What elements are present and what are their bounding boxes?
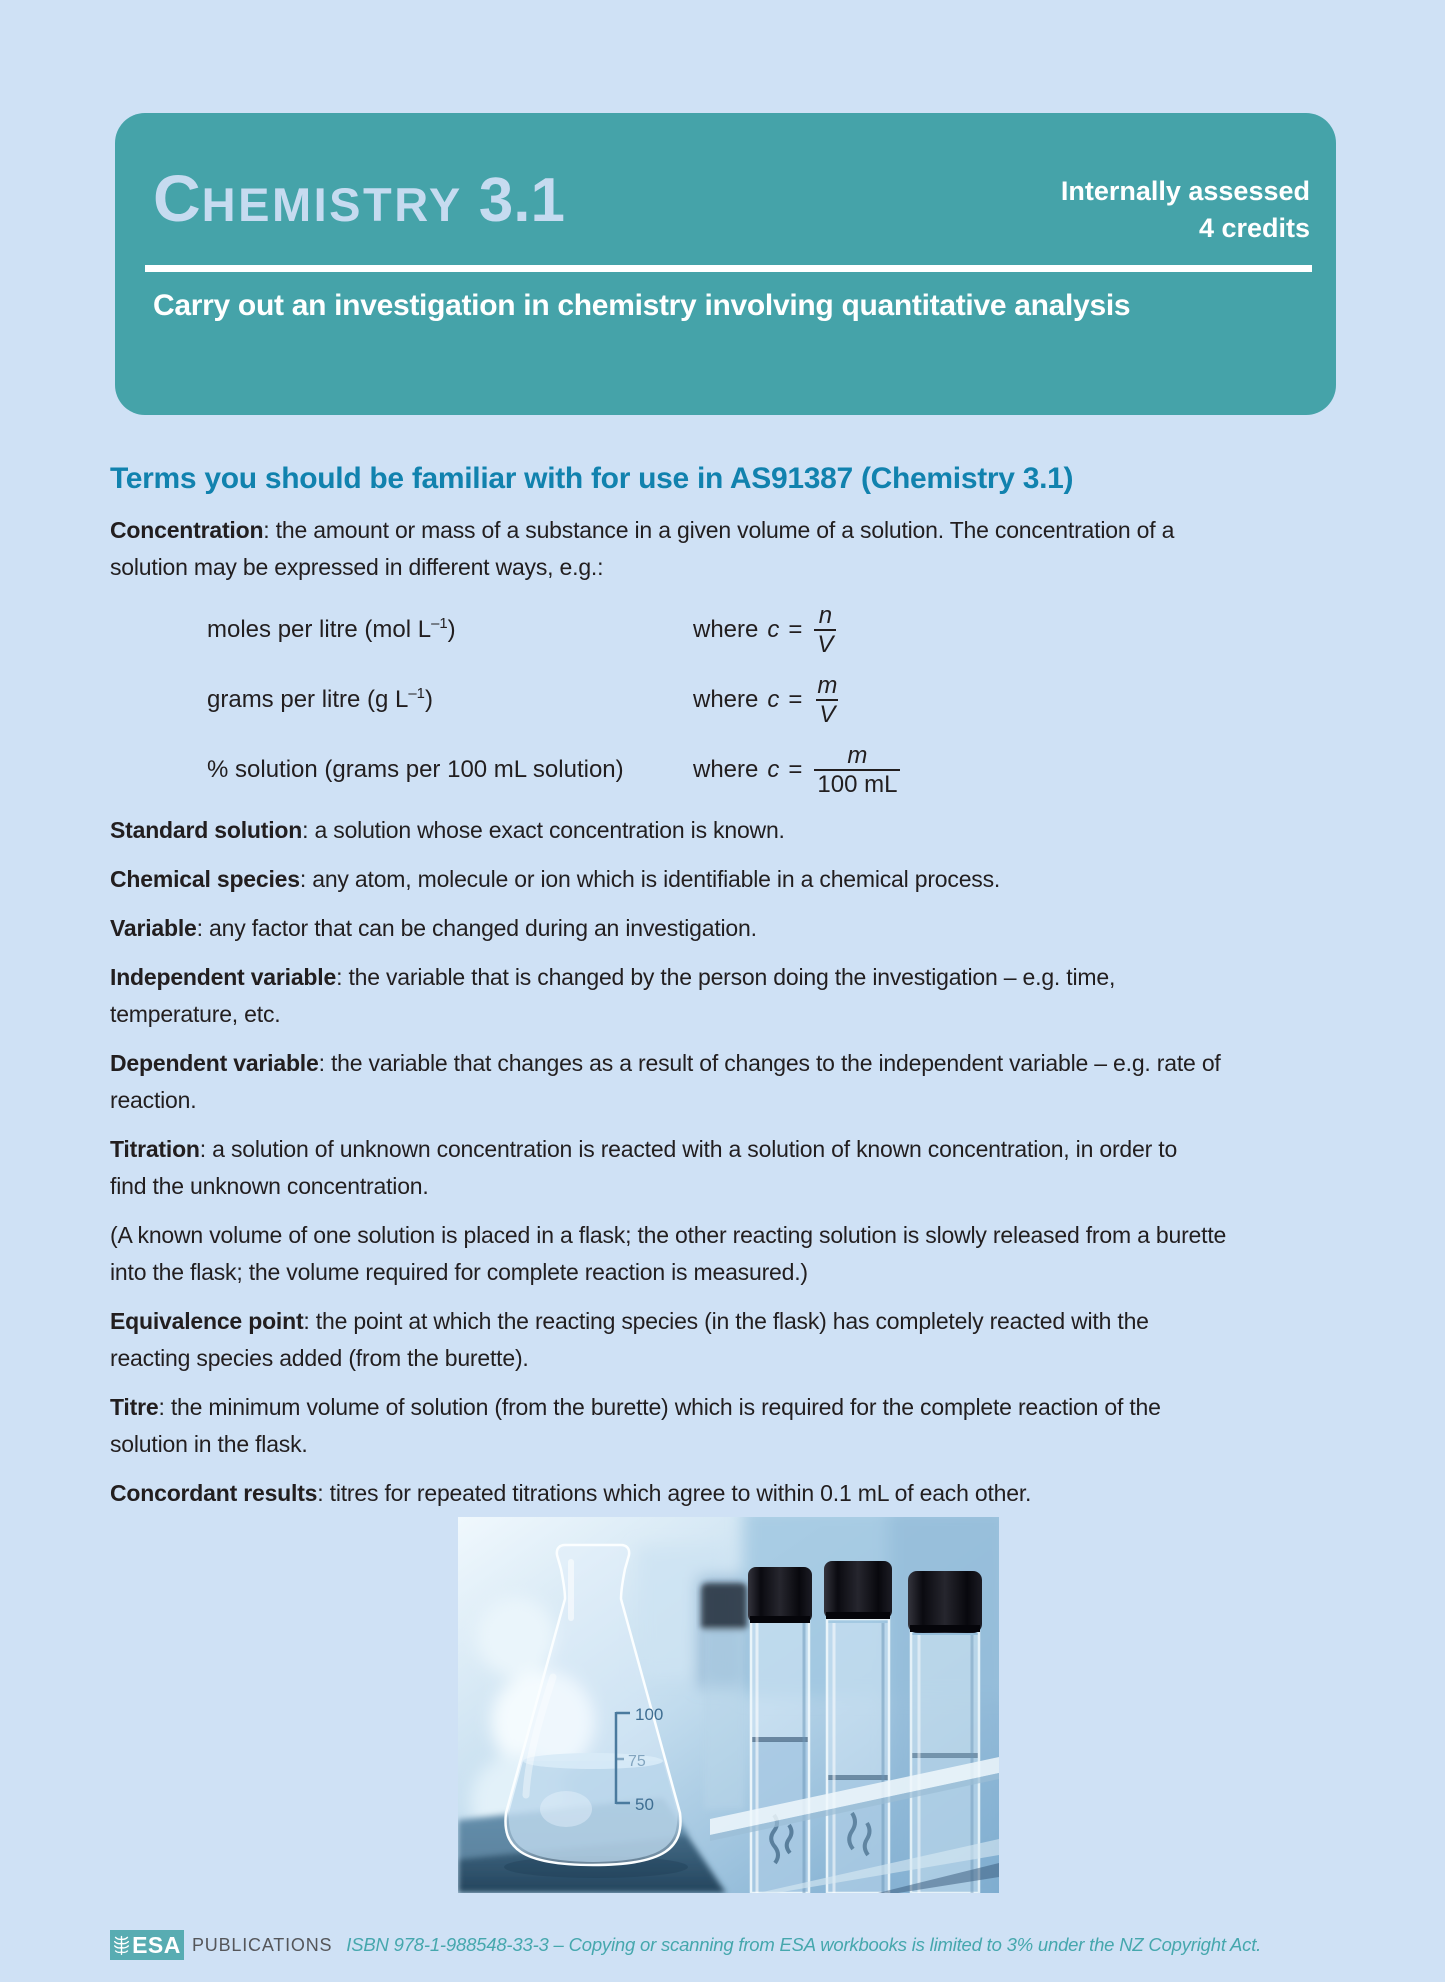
- graduation-label-50: 50: [635, 1795, 654, 1814]
- fraction-denominator: 100 mL: [814, 769, 900, 798]
- publisher-name: PUBLICATIONS: [192, 1934, 333, 1955]
- definition-line-1: Chemical species: any atom, molecule or ion which is identifiable in a chemical process.: [110, 866, 1001, 892]
- esa-logo-text: ESA: [132, 1931, 181, 1958]
- fraction-numerator: n: [818, 602, 833, 629]
- formula-expression: where c = $\frac{m}{V}$: [693, 672, 840, 728]
- definition-term: Titre: [110, 1394, 159, 1420]
- equals-sign: =: [788, 756, 803, 783]
- title-standard-number: 3.1: [478, 166, 565, 235]
- fraction-denominator: V: [814, 629, 836, 658]
- formula-row-moles-per-litre: [207, 598, 1360, 662]
- fraction: [814, 672, 840, 728]
- fraction-denominator: V: [816, 699, 838, 728]
- definition-line-1: Standard solution: a solution whose exact concentration is known.: [110, 817, 785, 843]
- isbn-copyright-note: ISBN 978-1-988548-33-3 – Copying or scanning from ESA workbooks is limited to 3% under the NZ Copyright Act.: [346, 1934, 1262, 1955]
- formula-row-percent-solution: [207, 738, 1360, 802]
- definition-line-1: Titration: a solution of unknown concentration is reacted with a solution of known concentration, in order to: [110, 1136, 1178, 1162]
- definition-line-1: Concentration: the amount or mass of a substance in a given volume of a solution. The concentration of a: [110, 517, 1175, 543]
- equals-sign: =: [788, 686, 803, 713]
- main-content: [110, 460, 1360, 1524]
- superscript: –1: [408, 686, 425, 702]
- definition-line-2: reaction.: [110, 1087, 197, 1113]
- definition-line-1: Variable: any factor that can be changed during an investigation.: [110, 915, 757, 941]
- page-title: [153, 161, 565, 235]
- definition-line-2: find the unknown concentration.: [110, 1173, 429, 1199]
- definition-concordant-results: [110, 1475, 1360, 1512]
- superscript: –1: [431, 616, 448, 632]
- definition-variable: [110, 910, 1360, 947]
- fraction-numerator: m: [847, 742, 868, 769]
- definition-line-1: Dependent variable: the variable that changes as a result of changes to the independent variable – e.g. rate of: [110, 1050, 1221, 1076]
- definition-equivalence-point: [110, 1303, 1360, 1377]
- formula-row-grams-per-litre: [207, 668, 1360, 732]
- sample-vial: [908, 1571, 982, 1893]
- definition-line-1: Equivalence point: the point at which the reacting species (in the flask) has completely reacted with the: [110, 1308, 1149, 1334]
- sample-vial: [824, 1561, 892, 1893]
- vial-cap: [908, 1571, 982, 1633]
- note-titration-procedure: [110, 1217, 1360, 1291]
- assessment-type: Internally assessed: [1060, 176, 1310, 206]
- lab-glassware-photo: [458, 1517, 999, 1893]
- definition-independent-variable: [110, 959, 1360, 1033]
- background-vial: [701, 1583, 747, 1809]
- definition-term: Concordant results: [110, 1480, 318, 1506]
- graduation-label-75: 75: [628, 1753, 646, 1770]
- page-footer: [110, 1930, 1261, 1960]
- vial-cap: [824, 1561, 892, 1619]
- formula-expression: where c = $\frac{m}{100 mL}$: [693, 742, 900, 798]
- definition-term: Titration: [110, 1136, 200, 1162]
- definition-term: Standard solution: [110, 817, 303, 843]
- definition-term: Independent variable: [110, 964, 337, 990]
- header-divider: [145, 265, 1312, 272]
- formula-label: moles per litre (mol $L^{-1}$): [207, 616, 456, 643]
- formula-label: % solution (grams per 100 mL solution): [207, 756, 624, 783]
- fraction: [814, 602, 836, 658]
- credit-count: 4 credits: [1198, 213, 1310, 243]
- fern-icon: [113, 1933, 130, 1957]
- definition-term: Equivalence point: [110, 1308, 304, 1334]
- definition-titre: [110, 1389, 1360, 1463]
- definition-term: Concentration: [110, 517, 264, 543]
- concentration-formulas: [207, 598, 1360, 802]
- header-card: [115, 113, 1336, 415]
- definition-line-1: Titre: the minimum volume of solution (from the burette) which is required for the complete reaction of the: [110, 1394, 1161, 1420]
- title-rest: HEMISTRY: [201, 178, 463, 231]
- symbol-c: c: [767, 756, 780, 783]
- graduation-label-100: 100: [635, 1705, 664, 1724]
- esa-logo: [110, 1930, 184, 1960]
- definition-titration: [110, 1131, 1360, 1205]
- fraction: [814, 742, 900, 798]
- definition-line-2: into the flask; the volume required for complete reaction is measured.): [110, 1259, 808, 1285]
- definition-standard-solution: [110, 812, 1360, 849]
- achievement-standard-title: Carry out an investigation in chemistry involving quantitative analysis: [153, 289, 1131, 322]
- definition-line-2: temperature, etc.: [110, 1001, 281, 1027]
- definition-concentration: [110, 512, 1360, 586]
- formula-label: grams per litre (g $L^{-1}$): [207, 686, 433, 713]
- definition-line-1: (A known volume of one solution is placed in a flask; the other reacting solution is slowly released from a burette: [110, 1222, 1227, 1248]
- definition-line-2: solution in the flask.: [110, 1431, 308, 1457]
- assessment-info: [1061, 173, 1310, 247]
- formula-expression: where c = $\frac{n}{V}$: [693, 602, 836, 658]
- definition-line-1: Concordant results: titres for repeated titrations which agree to within 0.1 mL of each other.: [110, 1480, 1032, 1506]
- fraction-numerator: m: [817, 672, 838, 699]
- definition-term: Dependent variable: [110, 1050, 319, 1076]
- definition-term: Chemical species: [110, 866, 300, 892]
- definition-line-2: reacting species added (from the burette).: [110, 1345, 529, 1371]
- symbol-c: c: [767, 616, 780, 643]
- section-heading: Terms you should be familiar with for use in AS91387 (Chemistry 3.1): [110, 462, 1074, 495]
- definition-line-2: solution may be expressed in different ways, e.g.:: [110, 554, 604, 580]
- sample-vial: [748, 1567, 812, 1893]
- definition-line-1: Independent variable: the variable that is changed by the person doing the investigation – e.g. time,: [110, 964, 1116, 990]
- vial-cap: [748, 1567, 812, 1623]
- equals-sign: =: [788, 616, 803, 643]
- title-initial-letter: C: [153, 161, 202, 235]
- definition-term: Variable: [110, 915, 197, 941]
- definition-dependent-variable: [110, 1045, 1360, 1119]
- definition-chemical-species: [110, 861, 1360, 898]
- symbol-c: c: [767, 686, 780, 713]
